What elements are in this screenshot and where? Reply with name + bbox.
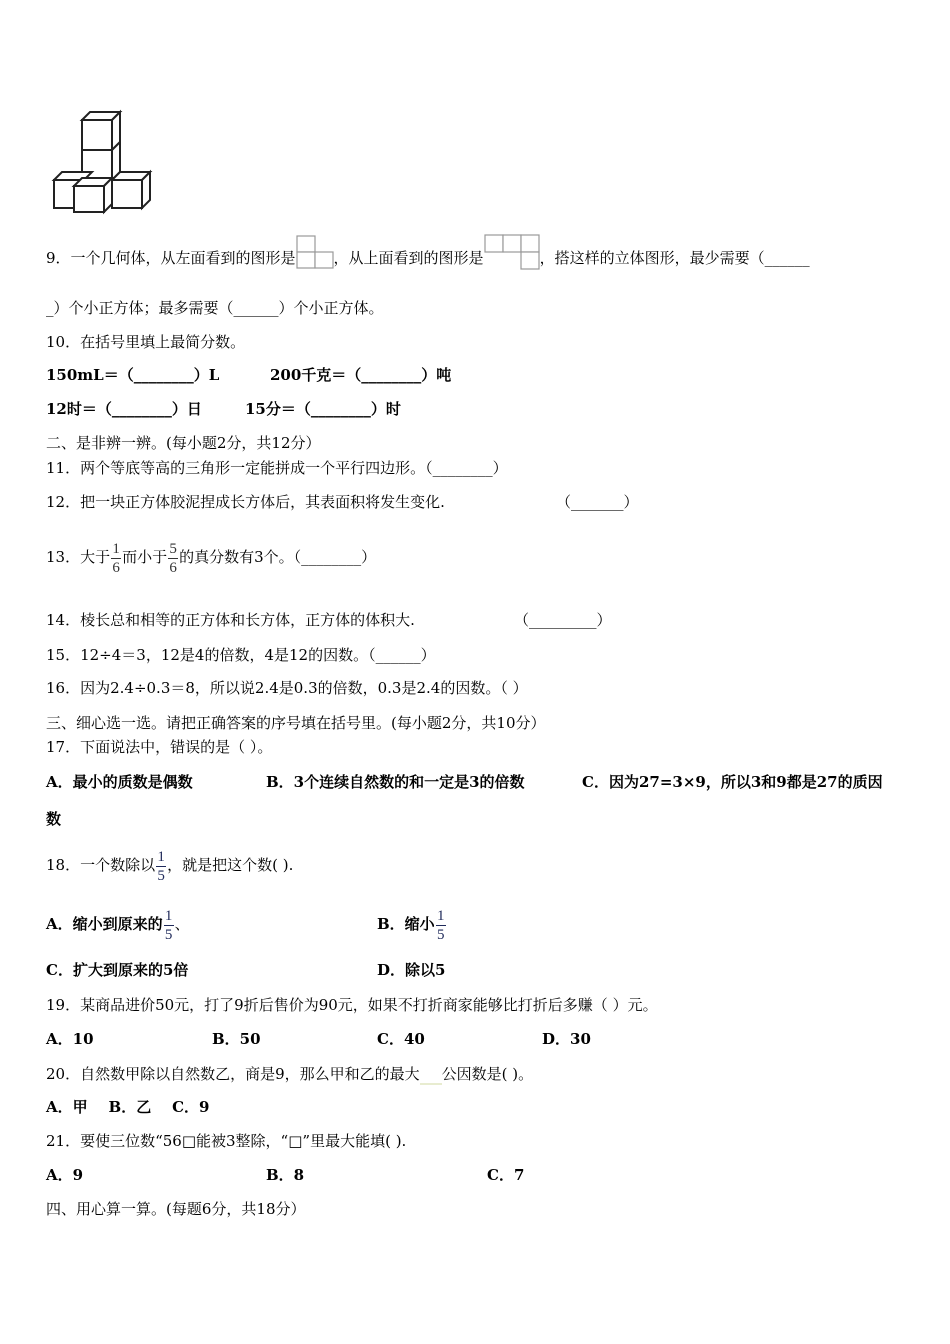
question-18-option-a [46,897,190,951]
question-19-option-d: D．30 [542,1030,591,1048]
question-17-option-c: C．因为27=3×9，所以3和9都是27的质因 [582,773,883,791]
fraction-one-fifth: $\frac{1}{5}$ [157,848,165,884]
question-13-text-c: 的真分数有3个。（________） [179,548,377,566]
question-19-option-a: A．10 [46,1030,94,1048]
left-view-figure [296,235,334,269]
question-18-option-d: D．除以5 [377,961,446,979]
question-17-option-b: B．3个连续自然数的和一定是3的倍数 [266,773,525,791]
question-13-text-b: 而小于 [122,548,168,566]
question-10-row-1a: 150mL＝（________）L [46,366,220,384]
question-11: 11．两个等底等高的三角形一定能拼成一个平行四边形。（________） [46,459,508,477]
faint-gap [420,1083,442,1085]
question-10-row-2b: 15分＝（________）时 [245,400,401,418]
question-18-text-a: 18．一个数除以 [46,856,156,874]
question-10-row-1b: 200千克＝（________）吨 [270,366,452,384]
question-10-row-2a: 12时＝（________）日 [46,400,202,418]
question-13 [46,528,376,586]
question-9-text-b: ，从上面看到的图形是 [333,249,484,267]
question-17-option-c-continued: 数 [46,810,62,828]
question-12: 12．把一块正方体胶泥捏成长方体后，其表面积将发生变化. [46,493,445,511]
question-21-title: 21．要使三位数“56□能被3整除，“□”里最大能填( ). [46,1132,407,1150]
question-21-option-b: B．8 [266,1166,305,1184]
question-20-options: A．甲 B．乙 C．9 [46,1098,210,1116]
question-20-text-b: 公因数是( )。 [441,1065,534,1083]
question-13-text-a: 13．大于 [46,548,111,566]
question-17-title: 17．下面说法中，错误的是（ ）。 [46,738,273,756]
cube-stack-figure [50,108,155,218]
question-18-option-a-mark: 、 [174,915,190,933]
question-18-option-b [377,897,447,951]
question-19-option-c: C．40 [377,1030,425,1048]
question-12-blank: （_______） [556,493,639,511]
question-20-title [46,1064,533,1085]
question-21-option-c: C．7 [487,1166,525,1184]
fraction-one-fifth-option-b: $\frac{1}{5}$ [436,907,445,943]
top-view-figure [484,234,540,270]
question-15: 15．12÷4＝3，12是4的倍数，4是12的因数。（______） [46,646,436,664]
question-9-text-c: ，搭这样的立体图形，最少需要（______ [539,249,810,267]
question-20-text-a: 20．自然数甲除以自然数乙，商是9，那么甲和乙的最大 [46,1065,420,1083]
question-21-option-a: A．9 [46,1166,84,1184]
question-16: 16．因为2.4÷0.3＝8，所以说2.4是0.3的倍数，0.3是2.4的因数。（ ） [46,679,528,697]
question-9-text-a: 9．一个几何体，从左面看到的图形是 [46,249,296,267]
question-18-option-c: C．扩大到原来的5倍 [46,961,189,979]
question-9 [46,248,810,270]
section-2-heading: 二、是非辨一辨。(每小题2分，共12分） [46,434,321,452]
question-9-line-2: _）个小正方体；最多需要（______）个小正方体。 [46,299,384,317]
question-18-text-b: ，就是把这个数( ). [167,856,294,874]
section-4-heading: 四、用心算一算。(每题6分，共18分） [46,1200,306,1218]
fraction-five-sixths: $\frac{5}{6}$ [169,540,177,576]
question-17-option-a: A．最小的质数是偶数 [46,773,193,791]
fraction-one-sixth: $\frac{1}{6}$ [112,540,120,576]
section-3-heading: 三、细心选一选。请把正确答案的序号填在括号里。(每小题2分，共10分） [46,714,546,732]
question-14: 14．棱长总和相等的正方体和长方体，正方体的体积大. [46,611,415,629]
question-14-blank: （_________） [514,611,612,629]
question-19-title: 19．某商品进价50元，打了9折后售价为90元，如果不打折商家能够比打折后多赚（ ）元。 [46,996,658,1014]
question-18-option-b-text: B．缩小 [377,915,435,933]
question-10-title: 10．在括号里填上最简分数。 [46,333,246,351]
question-19-option-b: B．50 [212,1030,261,1048]
question-18 [46,836,293,894]
question-18-option-a-text: A．缩小到原来的 [46,915,163,933]
fraction-one-fifth-option-a: $\frac{1}{5}$ [164,907,173,943]
